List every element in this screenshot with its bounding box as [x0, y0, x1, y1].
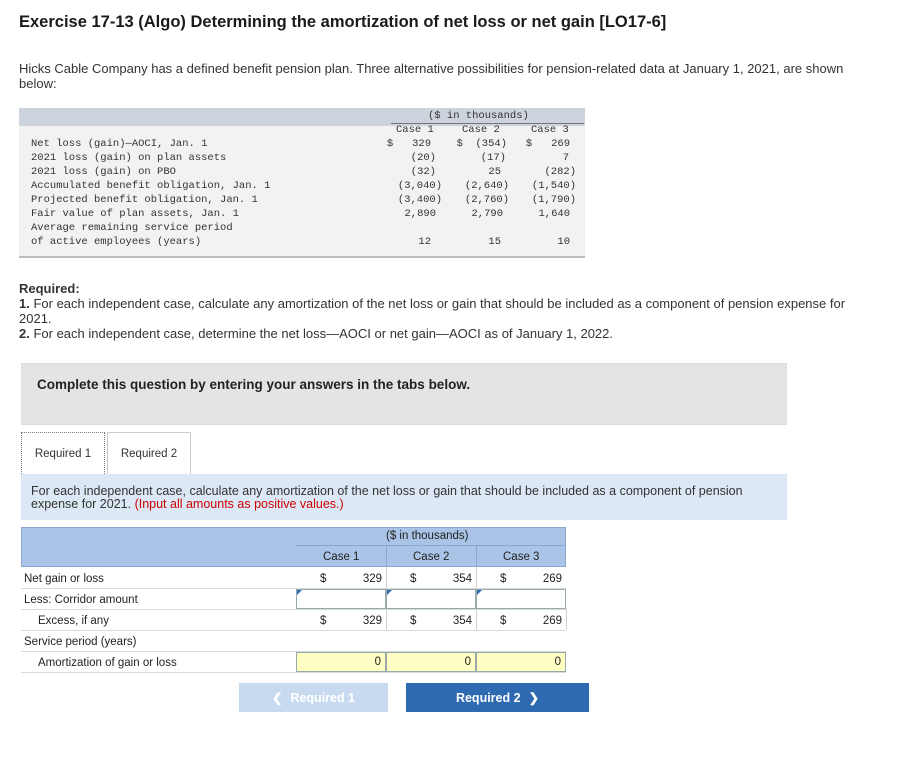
data-row-label: Net loss (gain)—AOCI, Jan. 1	[31, 138, 208, 150]
row-label-service-period: Service period (years)	[24, 636, 137, 648]
data-cell: 12	[418, 236, 431, 248]
data-cell: (1,790)	[531, 194, 576, 206]
intro-text: Hicks Cable Company has a defined benefit pension plan. Three alternative possibilities for pension-related data at January 1, 2021, are shown below:	[19, 61, 844, 91]
problem-data-table	[19, 108, 585, 258]
answer-case-header: Case 1	[323, 551, 360, 563]
value-cell: 0	[554, 656, 561, 668]
data-cell: $ (354)	[456, 138, 507, 150]
currency-sign: $	[500, 615, 507, 627]
next-required-button[interactable]	[406, 683, 589, 712]
value-cell: 354	[452, 573, 472, 585]
chevron-left-icon: ❮	[271, 691, 283, 705]
row-label-amortization: Amortization of gain or loss	[38, 657, 177, 669]
data-cell: (3,400)	[397, 194, 442, 206]
complete-prompt-box	[21, 363, 787, 425]
data-cell: 7	[562, 152, 569, 164]
answer-header-band	[21, 527, 566, 567]
tab-required-2[interactable]: Required 2	[107, 432, 191, 474]
data-cell: (1,540)	[531, 180, 576, 192]
data-row-label: Accumulated benefit obligation, Jan. 1	[31, 180, 271, 192]
case-header: Case 1	[396, 124, 434, 136]
amortization-case-2	[386, 652, 476, 672]
value-cell: 329	[362, 573, 382, 585]
value-cell: 0	[464, 656, 471, 668]
complete-prompt: Complete this question by entering your answers in the tabs below.	[37, 377, 471, 392]
corridor-input-case-1[interactable]	[296, 589, 386, 609]
data-cell: 1,640	[538, 208, 570, 220]
value-cell: 0	[374, 656, 381, 668]
answer-case-header: Case 3	[503, 551, 540, 563]
data-cell: 25	[488, 166, 501, 178]
next-button-label: Required 2	[455, 690, 521, 705]
data-row-label: of active employees (years)	[31, 236, 202, 248]
answer-case-header: Case 2	[413, 551, 450, 563]
data-row-label: 2021 loss (gain) on PBO	[31, 166, 176, 178]
prev-button-label: Required 1	[290, 690, 356, 705]
row-label-excess: Excess, if any	[38, 615, 109, 627]
input-marker-icon	[297, 590, 302, 595]
required-heading: Required:	[19, 281, 80, 296]
instruction-text: For each independent case, calculate any amortization of the net loss or gain that should be included as a component of pension expense for 2021.	[31, 484, 743, 511]
unit-header: ($ in thousands)	[428, 110, 529, 122]
instruction-box	[21, 474, 787, 520]
required-item-1-text: For each independent case, calculate any amortization of the net loss or gain that should be included as a component of pension expense for 2021.	[19, 296, 846, 326]
data-cell: (2,760)	[464, 194, 509, 206]
data-cell: (2,640)	[464, 180, 509, 192]
data-cell: 10	[557, 236, 570, 248]
case-header: Case 2	[462, 124, 500, 136]
data-row-label: 2021 loss (gain) on plan assets	[31, 152, 227, 164]
data-cell: (17)	[480, 152, 506, 164]
data-cell: (3,040)	[397, 180, 442, 192]
currency-sign: $	[410, 615, 417, 627]
data-cell: (282)	[544, 166, 576, 178]
data-row-label: Projected benefit obligation, Jan. 1	[31, 194, 258, 206]
currency-sign: $	[320, 615, 327, 627]
amortization-case-3	[476, 652, 566, 672]
required-item-1: 1. For each independent case, calculate any amortization of the net loss or gain that should be included as a component of pension expense for 2021.	[19, 296, 846, 326]
answer-unit-header: ($ in thousands)	[386, 530, 469, 542]
input-marker-icon	[477, 590, 482, 595]
required-section	[19, 281, 869, 341]
value-cell: 329	[362, 615, 382, 627]
data-cell: $ 329	[386, 138, 431, 150]
data-cell: (20)	[410, 152, 436, 164]
data-row-label: Average remaining service period	[31, 222, 233, 234]
prev-required-button[interactable]	[239, 683, 388, 712]
data-cell: 15	[488, 236, 501, 248]
data-cell: 2,790	[471, 208, 503, 220]
data-row-label: Fair value of plan assets, Jan. 1	[31, 208, 239, 220]
value-cell: 269	[542, 615, 562, 627]
corridor-input-case-3[interactable]	[476, 589, 566, 609]
currency-sign: $	[410, 573, 417, 585]
amortization-case-1	[296, 652, 386, 672]
currency-sign: $	[500, 573, 507, 585]
chevron-right-icon: ❯	[528, 691, 540, 705]
case-header: Case 3	[531, 124, 569, 136]
corridor-input-case-2[interactable]	[386, 589, 476, 609]
row-label-corridor: Less: Corridor amount	[24, 594, 138, 606]
instruction-note: (Input all amounts as positive values.)	[134, 497, 344, 511]
page-title: Exercise 17-13 (Algo) Determining the amortization of net loss or net gain [LO17-6]	[19, 13, 667, 31]
required-item-2-text: For each independent case, determine the net loss—AOCI or net gain—AOCI as of January 1, 2022.	[29, 326, 614, 341]
data-cell: $ 269	[525, 138, 570, 150]
row-label-net-gain-loss: Net gain or loss	[24, 573, 104, 585]
value-cell: 269	[542, 573, 562, 585]
data-cell: 2,890	[404, 208, 436, 220]
required-item-2: 2. For each independent case, determine the net loss—AOCI or net gain—AOCI as of January 1, 2022.	[19, 326, 614, 341]
tab-required-1[interactable]: Required 1	[21, 432, 105, 474]
input-marker-icon	[387, 590, 392, 595]
data-cell: (32)	[410, 166, 436, 178]
currency-sign: $	[320, 573, 327, 585]
value-cell: 354	[452, 615, 472, 627]
